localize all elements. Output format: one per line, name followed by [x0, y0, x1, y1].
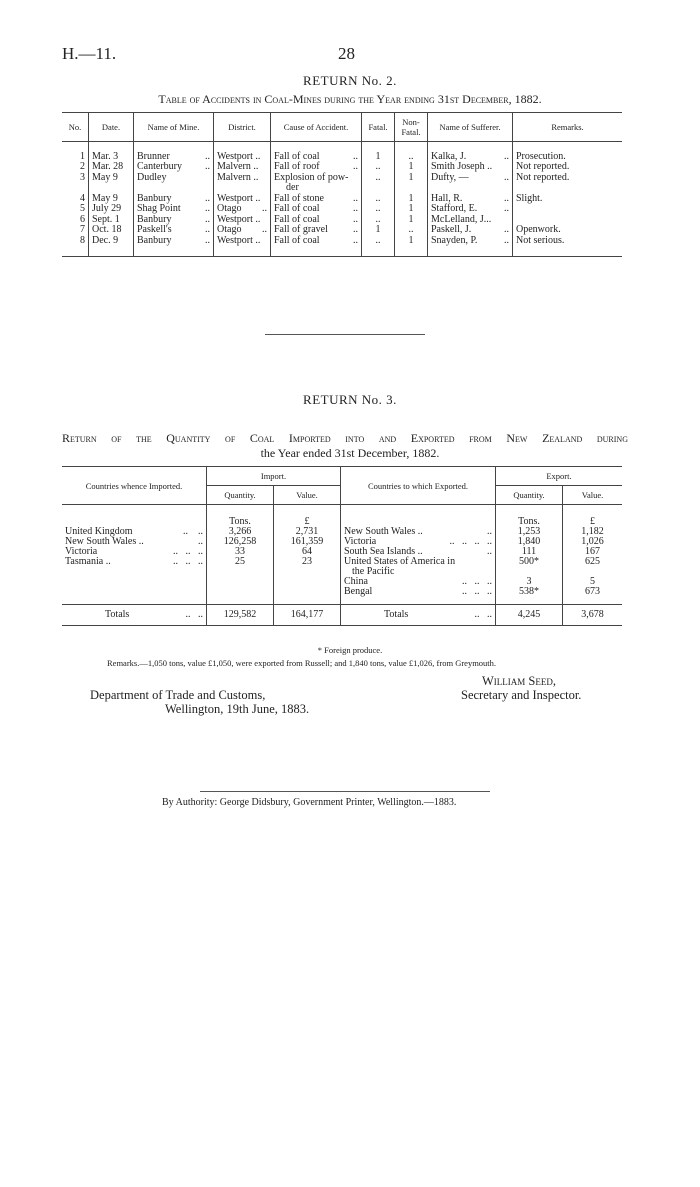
- col-import-quantity: Quantity.: [207, 486, 274, 505]
- coal-trade-table: [62, 466, 622, 626]
- import-header: Import.: [207, 467, 341, 486]
- imprint-divider: [200, 791, 490, 792]
- section-divider: [265, 334, 425, 335]
- department: Department of Trade and Customs,: [90, 688, 266, 702]
- table-row: 8 Dec. 9 Banbury .. Westport .. Fall of coal .. .. 1 Snayden, P. .. Not serious.: [62, 236, 622, 247]
- table-row: 1 Mar. 3 Brunner .. Westport .. Fall of coal .. 1 .. Kalka, J. .. Prosecution.: [62, 152, 622, 163]
- signatory-title: Secretary and Inspector.: [461, 688, 582, 702]
- table-row: Victoria .. .. .. 33 64 South Sea Islands .. .. 111 167: [62, 547, 622, 557]
- table-row: 7 Oct. 18 Paskell's .. Otago .. Fall of gravel .. 1 .. Paskell, J. .. Openwork.: [62, 225, 622, 236]
- return-3-title: RETURN No. 3.: [303, 392, 397, 407]
- return-2-title: RETURN No. 2.: [303, 73, 397, 88]
- col-nonfatal: Non-Fatal.: [395, 113, 428, 142]
- footnote: * Foreign produce.: [317, 645, 383, 655]
- return-2-caption: Table of Accidents in Coal-Mines during the Year ending 31st December, 1882.: [158, 92, 542, 106]
- return-3-caption-line2: the Year ended 31st December, 1882.: [260, 446, 440, 460]
- col-mine: Name of Mine.: [134, 113, 214, 142]
- table-row: Tasmania .. .. .. .. 25 23 United States of America in the Pacific 500* 625: [62, 557, 622, 577]
- col-countries-to: Countries to which Exported.: [341, 467, 496, 505]
- col-export-quantity: Quantity.: [496, 486, 563, 505]
- table-row: 3 May 9 Dudley Malvern .. Explosion of pow- der .. 1 Dufty, — .. Not reported.: [62, 173, 622, 194]
- col-fatal: Fatal.: [362, 113, 395, 142]
- table-row: 5 July 29 Shag Point .. Otago .. Fall of coal .. .. 1 Stafford, E. ..: [62, 204, 622, 215]
- col-cause: Cause of Accident.: [271, 113, 362, 142]
- accidents-table: [62, 112, 622, 257]
- col-date: Date.: [89, 113, 134, 142]
- table-row: 6 Sept. 1 Banbury .. Westport .. Fall of coal .. .. 1 McLelland, J...: [62, 215, 622, 226]
- totals-row: Totals .. .. 129,582 164,177 Totals .. .. 4,245 3,678: [62, 605, 622, 626]
- coal-trade-header-top: [62, 467, 622, 486]
- table-row: Bengal .. .. .. 538* 673: [62, 587, 622, 597]
- col-remarks: Remarks.: [551, 122, 584, 132]
- signatory-name: William Seed,: [482, 674, 556, 688]
- col-import-value: Value.: [274, 486, 341, 505]
- imprint: By Authority: George Didsbury, Government Printer, Wellington.—1883.: [162, 797, 457, 808]
- document-code: H.—11.: [62, 44, 117, 63]
- return-3-caption-line1: Return of the Quantity of Coal Imported into and Exported from New Zealand during: [62, 431, 628, 445]
- table-row: New South Wales .. .. 126,258 161,359 Victoria .. .. .. .. 1,840 1,026: [62, 537, 622, 547]
- export-header: Export.: [496, 467, 623, 486]
- page-number: 28: [338, 44, 355, 63]
- place-date: Wellington, 19th June, 1883.: [165, 702, 310, 716]
- table-row: 2 Mar. 28 Canterbury .. Malvern .. Fall of roof .. .. 1 Smith Joseph .. Not reported.: [62, 162, 622, 173]
- col-countries-from: Countries whence Imported.: [62, 467, 207, 505]
- col-district: District.: [214, 113, 271, 142]
- col-export-value: Value.: [581, 490, 604, 500]
- remarks-note: Remarks.—1,050 tons, value £1,050, were exported from Russell; and 1,840 tons, value £1,026, from Greymouth.: [107, 658, 497, 668]
- table-row: China .. .. .. 3 5: [62, 577, 622, 587]
- table-row: United Kingdom .. .. 3,266 2,731 New South Wales .. .. 1,253 1,182: [62, 527, 622, 537]
- col-sufferer: Name of Sufferer.: [428, 113, 513, 142]
- col-no: No.: [62, 113, 89, 142]
- units-row: Tons. £ Tons. £: [62, 517, 622, 527]
- accidents-table-header: [62, 113, 622, 142]
- table-row: 4 May 9 Banbury .. Westport .. Fall of stone .. .. 1 Hall, R. .. Slight.: [62, 194, 622, 205]
